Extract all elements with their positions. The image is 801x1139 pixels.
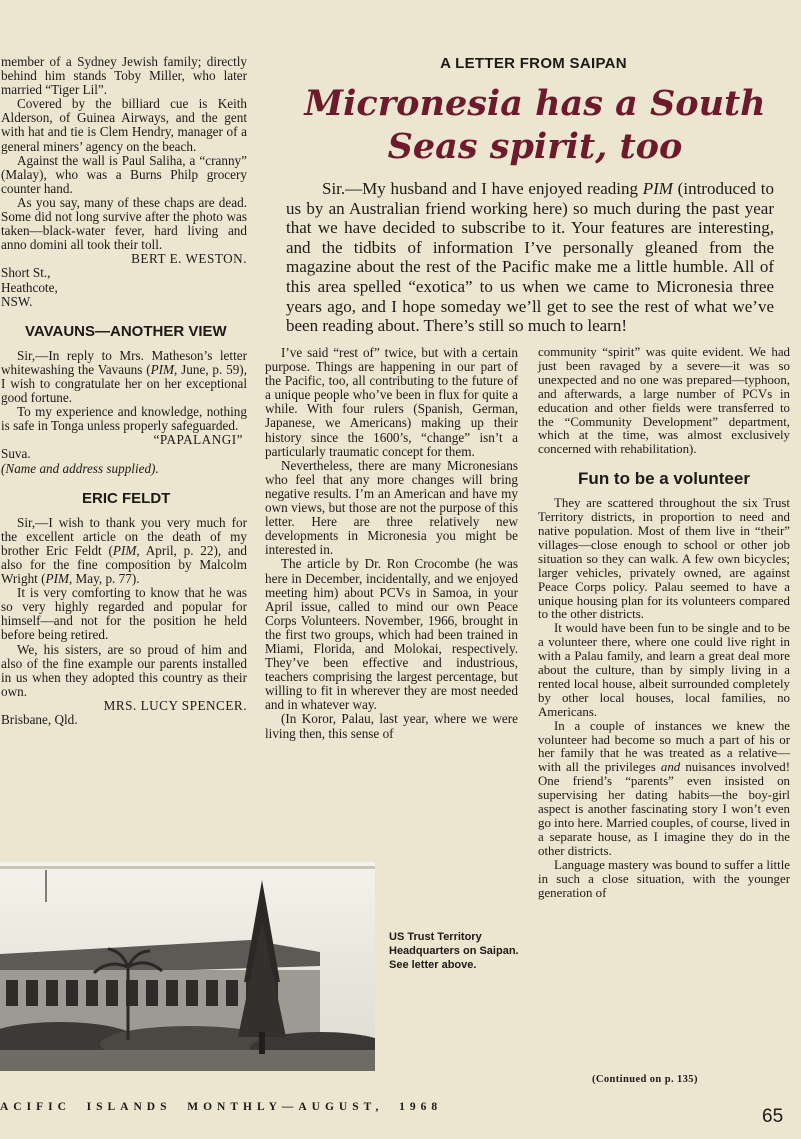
letter2-heading: VAVAUNS—ANOTHER VIEW xyxy=(25,322,227,340)
article-paragraph: community “spirit” was quite evident. We had just been ravaged by a severe—it was so unexpected and no one was prepared—typhoon, and afterwards, a large number of PCVs in education and other fields were transferred to the “Community Development” department, which at the time, was almost exclusively concerned with rehabilitation). xyxy=(538,345,790,457)
letter2-note: (Name and address supplied). xyxy=(1,460,159,476)
letter1-paragraph: As you say, many of these chaps are dead. Some did not long survive after the photo was taken—black-water fever, hard living and anno domini all took their toll. xyxy=(1,194,247,253)
left-letters-column xyxy=(1,55,247,727)
letter1-address-line: NSW. xyxy=(1,293,33,309)
letter3-paragraph: It is very comforting to know that he was so very highly regarded and popular for himself—and not for the position he held before being retired. xyxy=(1,585,247,643)
letter2-paragraph: Sir,—In reply to Mrs. Matheson’s letter whitewashing the Vavauns (PIM, June, p. 59), I wish to congratulate her on her exceptional good fortune. xyxy=(1,347,247,406)
letter3-paragraph: Sir,—I wish to thank you very much for the excellent article on the death of my brother Eric Feldt (PIM, April, p. 22), and also for the fine composition by Malcolm Wright (PIM, May, p. 77). xyxy=(1,514,247,587)
continued-note: (Continued on p. 135) xyxy=(592,1074,698,1085)
letter1-address-line: Short St., xyxy=(1,265,51,281)
photo-caption: US Trust Territory Headquarters on Saipan. See letter above. xyxy=(389,931,519,971)
letter1-paragraph: Covered by the billiard cue is Keith Alderson, of Guinea Airways, and the gent with hat and tie is Clem Hendry, manager of a general miners’ agency on the beach. xyxy=(1,96,247,154)
article-kicker: A LETTER FROM SAIPAN xyxy=(440,55,627,72)
letter2-paragraph: To my experience and knowledge, nothing is safe in Tonga unless properly safeguarded. xyxy=(1,404,247,434)
page-number: 65 xyxy=(762,1106,784,1127)
section-subhead: Fun to be a volunteer xyxy=(578,469,750,489)
letter2-signature: “PAPALANGI” xyxy=(153,432,243,448)
article-paragraph: It would have been fun to be single and to be a volunteer there, where one could live right in with a Palau family, and learn a great deal more about the culture, than by simply living in a rented local house, albeit surrounded completely by other local houses, local families, no Americans. xyxy=(538,621,790,719)
letter3-heading: ERIC FELDT xyxy=(82,489,171,507)
article-title xyxy=(282,82,788,168)
article-column-b xyxy=(538,346,790,900)
letter1-paragraph: member of a Sydney Jewish family; directly behind him stands Toby Miller, who later married “Tiger Lil”. xyxy=(1,54,247,98)
letter3-signature: MRS. LUCY SPENCER. xyxy=(103,697,247,713)
article-paragraph: I’ve said “rest of” twice, but with a certain purpose. Things are happening in our part of the Pacific, too, all contributing to the future of a unique people who’ve been in flux for quite a while. With four rulers (Spanish, German, Japanese, we Americans) making up their history since the 1600’s, “change” isn’t a particularly traumatic concept for them. xyxy=(265,345,518,459)
title-line: Micronesia has a South xyxy=(304,83,766,124)
article-paragraph: The article by Dr. Ron Crocombe (he was here in December, incidentally, and we enjoyed meeting him) about PCVs in Samoa, in your April issue, called to mind our own Peace Corps Volunteers. November, 1966, brought in the first two groups, which had been trained in Miami, Florida, and Molokai, respectively. They’ve been effective and industrious, teachers comprising the largest percentage, but willing to fit in wherever they are most needed and in whatever way. xyxy=(265,556,518,713)
article-paragraph: In a couple of instances we knew the volunteer had become so much a part of his or her family that he was treated as a relative—with all the privileges and nuisances involved! One friend’s “parents” even insisted on supervising her dating habits—the boy-girl aspect is another fascinating story I won’t even go into here. Married couples, of course, lived in a separate house, as I imagine they do in the other districts. xyxy=(538,718,791,858)
title-line: Seas spirit, too xyxy=(387,126,683,167)
article-paragraph: Nevertheless, there are many Micronesians who feel that any more changes will bring negative results. I’m an American and have my own views, but those are not the purpose of this letter. Here are three relatively new developments in Micronesia you might be interested in. xyxy=(265,457,518,558)
article-paragraph: Language mastery was bound to suffer a little in such a close situation, with the younger generation of xyxy=(538,857,790,900)
page-footer: ACIFIC ISLANDS MONTHLY—AUGUST, 1968 xyxy=(0,1101,443,1113)
article-intro: Sir.—My husband and I have enjoyed reading PIM (introduced to us by an Australian friend working here) so much during the past year that we have decided to subscribe to it. Your features are interesting, and the tidbits of information I’ve personally gleaned from the magazine about the rest of the Pacific make me a little humble. All of this area spelled “exotica” to us when we came to Micronesia three years ago, and I hope someday we’ll get to see the rest of what we’ve been reading about. There’s still so much to learn! xyxy=(286,179,775,336)
article-column-a xyxy=(265,346,518,741)
article-paragraph: (In Koror, Palau, last year, where we were living then, this sense of xyxy=(265,711,518,741)
letter1-address-line: Heathcote, xyxy=(1,279,58,295)
letter1-paragraph: Against the wall is Paul Saliha, a “cranny” (Malay), who was a Burns Philp grocery counter hand. xyxy=(1,152,247,196)
headquarters-photo xyxy=(0,862,375,1071)
letter3-location: Brisbane, Qld. xyxy=(1,712,78,728)
article-paragraph: They are scattered throughout the six Trust Territory districts, in proportion to need and native population. Most of them live in “their” villages—close enough to school or other job situation so they can walk. A few own bicycles; larger vehicles, privately owned, are against Peace Corps policy. Palau seemed to have a unique housing plan for its volunteers compared to the other districts. xyxy=(538,496,790,622)
building-photo-illustration xyxy=(0,862,375,1071)
letter2-location: Suva. xyxy=(1,446,31,462)
letter1-signature: BERT E. WESTON. xyxy=(131,251,247,267)
letter3-paragraph: We, his sisters, are so proud of him and also of the fine example our parents installed in us when they adopted this country as their own. xyxy=(1,641,247,699)
